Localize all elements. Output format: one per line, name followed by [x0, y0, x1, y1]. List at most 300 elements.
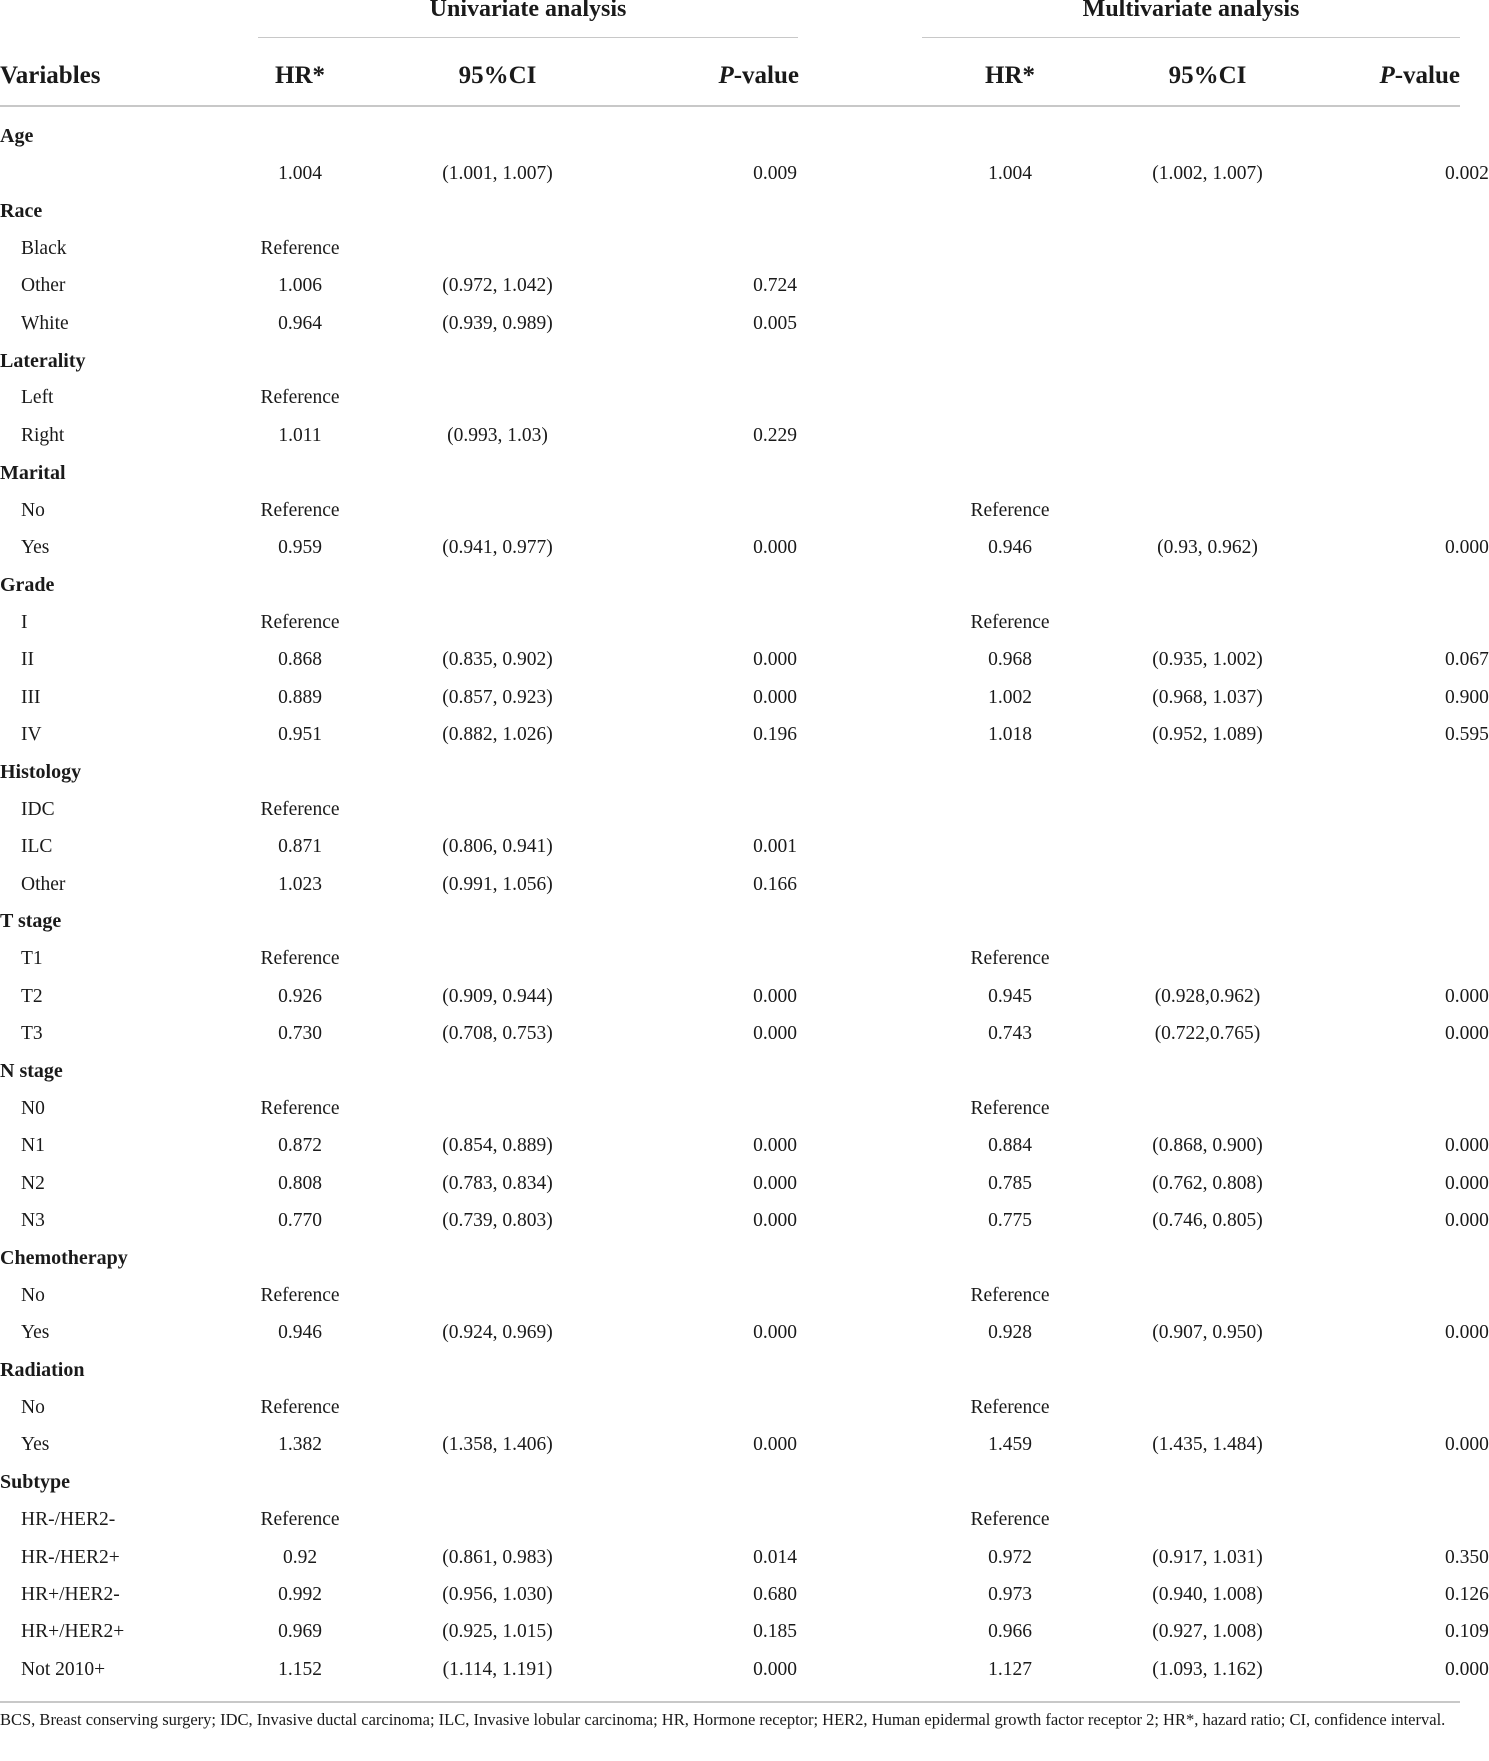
cell-univariate-ci: (0.739, 0.803) [442, 1210, 553, 1232]
cell-multivariate-hr: Reference [970, 1509, 1050, 1531]
cell-multivariate-hr [920, 455, 1100, 492]
cell-univariate-p [605, 903, 800, 940]
p-italic-label: P [1379, 62, 1395, 89]
column-header-row [0, 47, 1460, 105]
cell-univariate-hr: Reference [260, 1284, 340, 1306]
cell-gap [800, 230, 920, 267]
table-group-row [0, 455, 1460, 492]
table-row [0, 1128, 1460, 1165]
cell-gap [800, 529, 920, 566]
cell-variable: HR-/HER2+ [21, 1546, 120, 1568]
cell-univariate-p: 0.000 [753, 1023, 797, 1045]
cell-univariate-p [605, 193, 800, 230]
table-row [0, 230, 1460, 267]
cell-multivariate-hr [920, 342, 1100, 379]
table-row [0, 417, 1460, 454]
table-row [0, 529, 1460, 566]
cell-univariate-ci [390, 1053, 605, 1090]
cell-univariate-p [605, 1501, 800, 1538]
cell-variable: HR+/HER2+ [21, 1621, 125, 1643]
cell-multivariate-ci: (0.928,0.962) [1154, 985, 1261, 1007]
cell-multivariate-ci: (0.935, 1.002) [1152, 649, 1263, 671]
cell-univariate-hr: 0.992 [278, 1583, 322, 1605]
cell-multivariate-p [1315, 1277, 1460, 1314]
cell-multivariate-p [1315, 1464, 1460, 1501]
cell-multivariate-p [1315, 1053, 1460, 1090]
cell-univariate-hr: 0.889 [278, 686, 322, 708]
cell-variable: White [21, 312, 69, 334]
cell-multivariate-ci: (0.917, 1.031) [1152, 1546, 1263, 1568]
cell-univariate-hr [210, 342, 390, 379]
cell-multivariate-hr [920, 305, 1100, 342]
table-group-row [0, 1053, 1460, 1090]
cell-variable: Radiation [0, 1359, 85, 1382]
cell-multivariate-ci [1100, 305, 1315, 342]
cell-multivariate-ci [1100, 903, 1315, 940]
cell-multivariate-ci: (0.762, 0.808) [1152, 1172, 1263, 1194]
table-row [0, 380, 1460, 417]
cell-multivariate-ci [1100, 1090, 1315, 1127]
cell-multivariate-ci [1100, 941, 1315, 978]
cell-gap [800, 1614, 920, 1651]
cell-univariate-p [605, 118, 800, 155]
hazard-ratio-table [0, 47, 1489, 1688]
cell-variable: N stage [0, 1059, 63, 1082]
table-row [0, 1501, 1460, 1538]
cell-gap [800, 1576, 920, 1613]
cell-multivariate-ci [1100, 417, 1315, 454]
cell-gap [800, 1352, 920, 1389]
cell-univariate-p: 0.000 [753, 1434, 797, 1456]
cell-gap [800, 978, 920, 1015]
cell-multivariate-hr: Reference [970, 1396, 1050, 1418]
cell-multivariate-ci: (0.868, 0.900) [1152, 1135, 1263, 1157]
cell-univariate-hr: 0.959 [278, 536, 322, 558]
cell-multivariate-ci: (1.435, 1.484) [1152, 1434, 1263, 1456]
cell-multivariate-hr: 0.972 [988, 1546, 1032, 1568]
cell-gap [800, 567, 920, 604]
cell-multivariate-ci: (0.940, 1.008) [1152, 1583, 1263, 1605]
cell-multivariate-ci: (1.002, 1.007) [1152, 163, 1263, 185]
cell-multivariate-p [1315, 941, 1460, 978]
cell-univariate-p: 0.196 [753, 723, 797, 745]
cell-univariate-hr: 1.004 [278, 163, 322, 185]
cell-variable: Yes [21, 1322, 50, 1344]
cell-univariate-ci [390, 118, 605, 155]
cell-gap [800, 268, 920, 305]
cell-multivariate-ci [1100, 828, 1315, 865]
cell-multivariate-hr [920, 380, 1100, 417]
cell-univariate-hr: Reference [260, 499, 340, 521]
table-row [0, 716, 1460, 753]
cell-multivariate-ci [1100, 866, 1315, 903]
cell-univariate-ci [390, 941, 605, 978]
cell-multivariate-p: 0.000 [1445, 1135, 1489, 1157]
cell-univariate-ci [390, 193, 605, 230]
cell-gap [800, 1315, 920, 1352]
cell-multivariate-p [1315, 417, 1460, 454]
cell-multivariate-hr: 1.018 [988, 723, 1032, 745]
cell-multivariate-hr [920, 903, 1100, 940]
cell-multivariate-p: 0.000 [1445, 1322, 1489, 1344]
cell-univariate-ci [390, 1464, 605, 1501]
cell-variable: HR+/HER2- [21, 1583, 120, 1605]
cell-univariate-p [605, 567, 800, 604]
table-row [0, 155, 1460, 192]
cell-univariate-p: 0.000 [753, 985, 797, 1007]
table-row [0, 1651, 1460, 1688]
table-row [0, 604, 1460, 641]
cell-multivariate-p [1315, 903, 1460, 940]
table-row [0, 492, 1460, 529]
table-footnote: BCS, Breast conserving surgery; IDC, Invasive ductal carcinoma; ILC, Invasive lobular carcinoma; HR, Hormone receptor; HER2, Human epidermal growth factor receptor 2; HR*, hazard ratio; CI, confidence interval. [0, 1710, 1446, 1729]
cell-multivariate-hr: 1.127 [988, 1658, 1032, 1680]
cell-univariate-ci: (0.925, 1.015) [442, 1621, 553, 1643]
cell-multivariate-hr: Reference [970, 948, 1050, 970]
cell-multivariate-p [1315, 828, 1460, 865]
cell-gap [800, 679, 920, 716]
cell-multivariate-p: 0.000 [1445, 985, 1489, 1007]
cell-multivariate-p [1315, 268, 1460, 305]
cell-univariate-p: 0.000 [753, 1658, 797, 1680]
cell-multivariate-hr: 0.884 [988, 1135, 1032, 1157]
cell-multivariate-hr: 1.459 [988, 1434, 1032, 1456]
cell-univariate-ci [390, 1277, 605, 1314]
cell-multivariate-p: 0.002 [1445, 163, 1489, 185]
univariate-heading-rule [258, 37, 798, 38]
cell-multivariate-p [1315, 567, 1460, 604]
cell-multivariate-p: 0.000 [1445, 1658, 1489, 1680]
cell-variable: III [21, 686, 41, 708]
cell-univariate-p: 0.185 [753, 1621, 797, 1643]
cell-univariate-hr: 0.770 [278, 1210, 322, 1232]
table-group-row [0, 1464, 1460, 1501]
cell-multivariate-p [1315, 866, 1460, 903]
cell-univariate-hr [210, 1240, 390, 1277]
cell-univariate-p: 0.000 [753, 536, 797, 558]
cell-variable: T1 [21, 948, 43, 970]
cell-variable: N1 [21, 1135, 45, 1157]
table-group-row [0, 342, 1460, 379]
cell-univariate-hr [210, 1352, 390, 1389]
cell-univariate-p: 0.000 [753, 1322, 797, 1344]
cell-univariate-ci: (0.972, 1.042) [442, 275, 553, 297]
cell-univariate-ci: (0.941, 0.977) [442, 536, 553, 558]
cell-univariate-hr: Reference [260, 387, 340, 409]
cell-univariate-p [605, 1464, 800, 1501]
table-row [0, 1090, 1460, 1127]
cell-univariate-ci [390, 342, 605, 379]
cell-multivariate-hr: 0.966 [988, 1621, 1032, 1643]
table-row [0, 641, 1460, 678]
cell-multivariate-hr [920, 791, 1100, 828]
table-row [0, 828, 1460, 865]
cell-multivariate-p [1315, 305, 1460, 342]
cell-variable: IV [21, 723, 42, 745]
cell-multivariate-hr: Reference [970, 1097, 1050, 1119]
cell-multivariate-hr: 0.968 [988, 649, 1032, 671]
cell-univariate-hr: 1.382 [278, 1434, 322, 1456]
p-rest-label: -value [1394, 62, 1460, 89]
cell-multivariate-p: 0.000 [1445, 1210, 1489, 1232]
table-row [0, 305, 1460, 342]
cell-gap [800, 1090, 920, 1127]
cell-univariate-hr: Reference [260, 1509, 340, 1531]
cell-univariate-hr: Reference [260, 1097, 340, 1119]
cell-variable: N0 [21, 1097, 45, 1119]
cell-univariate-ci [390, 604, 605, 641]
cell-multivariate-hr [920, 1240, 1100, 1277]
col-header-variables: Variables [0, 62, 101, 89]
cell-univariate-p [605, 941, 800, 978]
cell-gap [800, 1464, 920, 1501]
cell-univariate-hr: Reference [260, 948, 340, 970]
cell-multivariate-ci [1100, 380, 1315, 417]
cell-variable [0, 155, 210, 192]
cell-multivariate-ci [1100, 1053, 1315, 1090]
cell-multivariate-hr [920, 1464, 1100, 1501]
cell-univariate-p [605, 455, 800, 492]
cell-multivariate-p: 0.000 [1445, 1023, 1489, 1045]
cell-univariate-ci [390, 455, 605, 492]
cell-univariate-p [605, 1352, 800, 1389]
cell-univariate-hr: 0.951 [278, 723, 322, 745]
cell-univariate-ci: (0.909, 0.944) [442, 985, 553, 1007]
cell-multivariate-hr [920, 193, 1100, 230]
cell-gap [800, 941, 920, 978]
cell-univariate-ci: (0.835, 0.902) [442, 649, 553, 671]
cell-gap [800, 1015, 920, 1052]
col-header-multivariate-p [1315, 47, 1460, 105]
cell-variable: IDC [21, 798, 55, 820]
cell-univariate-p: 0.724 [753, 275, 797, 297]
col-header-univariate-ci: 95%CI [458, 62, 537, 89]
cell-variable: Not 2010+ [21, 1658, 106, 1680]
cell-univariate-hr: Reference [260, 611, 340, 633]
col-gap [800, 47, 920, 105]
cell-variable: No [21, 499, 45, 521]
cell-variable: Marital [0, 461, 66, 484]
cell-univariate-ci: (0.991, 1.056) [442, 873, 553, 895]
cell-univariate-ci [390, 492, 605, 529]
cell-multivariate-p [1315, 1501, 1460, 1538]
cell-multivariate-p [1315, 791, 1460, 828]
cell-multivariate-hr: 1.004 [988, 163, 1032, 185]
cell-univariate-hr [210, 193, 390, 230]
cell-multivariate-ci [1100, 754, 1315, 791]
cell-univariate-hr: 0.926 [278, 985, 322, 1007]
cell-multivariate-hr: 0.743 [988, 1023, 1032, 1045]
cell-multivariate-ci: (0.907, 0.950) [1152, 1322, 1263, 1344]
p-rest-label: -value [733, 62, 799, 89]
cell-multivariate-hr [920, 417, 1100, 454]
cell-univariate-p [605, 230, 800, 267]
cell-multivariate-p [1315, 230, 1460, 267]
cell-univariate-p: 0.000 [753, 1172, 797, 1194]
univariate-analysis-heading: Univariate analysis [429, 0, 627, 22]
col-header-univariate-p [605, 47, 800, 105]
cell-gap [800, 1539, 920, 1576]
cell-multivariate-ci [1100, 1277, 1315, 1314]
cell-variable: Grade [0, 573, 55, 596]
cell-multivariate-p [1315, 455, 1460, 492]
cell-univariate-p: 0.166 [753, 873, 797, 895]
table-row [0, 978, 1460, 1015]
cell-multivariate-ci: (1.093, 1.162) [1152, 1658, 1263, 1680]
table-row [0, 1277, 1460, 1314]
cell-univariate-p: 0.000 [753, 649, 797, 671]
cell-univariate-p [605, 604, 800, 641]
cell-variable: Chemotherapy [0, 1246, 128, 1269]
cell-univariate-ci: (1.358, 1.406) [442, 1434, 553, 1456]
cell-univariate-hr: 0.871 [278, 836, 322, 858]
cell-multivariate-p [1315, 1090, 1460, 1127]
cell-gap [800, 492, 920, 529]
cell-multivariate-ci [1100, 1389, 1315, 1426]
cell-univariate-hr: 1.006 [278, 275, 322, 297]
cell-multivariate-ci: (0.722,0.765) [1154, 1023, 1261, 1045]
cell-gap [800, 1277, 920, 1314]
cell-univariate-ci [390, 380, 605, 417]
table-row [0, 941, 1460, 978]
cell-multivariate-hr [920, 118, 1100, 155]
cell-univariate-ci: (0.857, 0.923) [442, 686, 553, 708]
cell-multivariate-ci [1100, 604, 1315, 641]
cell-multivariate-p: 0.109 [1445, 1621, 1489, 1643]
cell-multivariate-p: 0.595 [1445, 723, 1489, 745]
cell-univariate-p [605, 380, 800, 417]
cell-variable: Black [21, 237, 67, 259]
cell-multivariate-p [1315, 1240, 1460, 1277]
table-row [0, 1539, 1460, 1576]
cell-multivariate-p: 0.126 [1445, 1583, 1489, 1605]
cell-multivariate-p [1315, 754, 1460, 791]
table-group-row [0, 754, 1460, 791]
cell-multivariate-p: 0.350 [1445, 1546, 1489, 1568]
cell-gap [800, 1202, 920, 1239]
col-header-multivariate-ci: 95%CI [1168, 62, 1247, 89]
multivariate-analysis-heading: Multivariate analysis [1082, 0, 1300, 22]
cell-multivariate-ci [1100, 230, 1315, 267]
cell-gap [800, 305, 920, 342]
cell-variable: T stage [0, 910, 62, 933]
cell-univariate-p: 0.005 [753, 312, 797, 334]
cell-gap [800, 155, 920, 192]
cell-multivariate-hr [920, 268, 1100, 305]
cell-univariate-ci: (0.854, 0.889) [442, 1135, 553, 1157]
cell-variable: T3 [21, 1023, 43, 1045]
cell-multivariate-hr [920, 230, 1100, 267]
cell-multivariate-ci [1100, 193, 1315, 230]
cell-univariate-ci: (0.708, 0.753) [442, 1023, 553, 1045]
p-italic-label: P [718, 62, 734, 89]
cell-multivariate-hr [920, 1352, 1100, 1389]
cell-univariate-p: 0.000 [753, 686, 797, 708]
cell-univariate-ci [390, 1501, 605, 1538]
cell-univariate-hr [210, 567, 390, 604]
cell-univariate-ci: (0.939, 0.989) [442, 312, 553, 334]
cell-multivariate-ci [1100, 791, 1315, 828]
cell-multivariate-ci [1100, 567, 1315, 604]
cell-variable: No [21, 1284, 45, 1306]
cell-univariate-p [605, 1240, 800, 1277]
cell-multivariate-hr: 0.946 [988, 536, 1032, 558]
cell-multivariate-ci [1100, 342, 1315, 379]
cell-variable: T2 [21, 985, 43, 1007]
cell-multivariate-ci [1100, 1501, 1315, 1538]
cell-variable: I [21, 611, 28, 633]
table-row [0, 791, 1460, 828]
cell-variable: N2 [21, 1172, 45, 1194]
table-bottom-rule [0, 1701, 1460, 1703]
cell-multivariate-hr [920, 567, 1100, 604]
cell-multivariate-ci: (0.927, 1.008) [1152, 1621, 1263, 1643]
cell-gap [800, 380, 920, 417]
cell-variable: No [21, 1396, 45, 1418]
table-row [0, 1202, 1460, 1239]
cell-multivariate-hr [920, 754, 1100, 791]
cell-variable: Other [21, 275, 66, 297]
cell-univariate-hr: 0.969 [278, 1621, 322, 1643]
cell-univariate-p: 0.014 [753, 1546, 797, 1568]
cell-univariate-hr: 0.730 [278, 1023, 322, 1045]
cell-univariate-ci [390, 567, 605, 604]
cell-gap [800, 1053, 920, 1090]
cell-univariate-p: 0.229 [753, 424, 797, 446]
cell-gap [800, 193, 920, 230]
cell-univariate-hr [210, 455, 390, 492]
cell-variable: II [21, 649, 34, 671]
cell-univariate-p: 0.000 [753, 1210, 797, 1232]
cell-gap [800, 604, 920, 641]
cell-univariate-ci: (0.882, 1.026) [442, 723, 553, 745]
cell-variable: HR-/HER2- [21, 1509, 116, 1531]
cell-univariate-p: 0.009 [753, 163, 797, 185]
cell-variable: Right [21, 424, 65, 446]
cell-gap [800, 1240, 920, 1277]
cell-multivariate-hr [920, 1053, 1100, 1090]
cell-multivariate-hr: 0.775 [988, 1210, 1032, 1232]
cell-univariate-hr: Reference [260, 237, 340, 259]
cell-univariate-hr: 1.023 [278, 873, 322, 895]
cell-multivariate-ci [1100, 118, 1315, 155]
table-group-row [0, 903, 1460, 940]
cell-gap [800, 1128, 920, 1165]
cell-gap [800, 828, 920, 865]
cell-gap [800, 342, 920, 379]
cell-multivariate-p [1315, 342, 1460, 379]
cell-univariate-hr: 1.011 [278, 424, 322, 446]
cell-multivariate-ci: (0.746, 0.805) [1152, 1210, 1263, 1232]
cell-multivariate-ci: (0.968, 1.037) [1152, 686, 1263, 708]
cell-univariate-hr: 0.808 [278, 1172, 322, 1194]
cell-multivariate-hr: Reference [970, 499, 1050, 521]
cell-univariate-hr [210, 1464, 390, 1501]
cell-gap [800, 118, 920, 155]
col-header-multivariate-hr: HR* [985, 62, 1035, 89]
cell-univariate-p [605, 492, 800, 529]
cell-univariate-ci: (0.783, 0.834) [442, 1172, 553, 1194]
cell-univariate-p [605, 1277, 800, 1314]
cell-univariate-p [605, 1053, 800, 1090]
table-group-row [0, 118, 1460, 155]
cell-univariate-hr: 1.152 [278, 1658, 322, 1680]
cell-univariate-hr [210, 1053, 390, 1090]
cell-univariate-ci [390, 791, 605, 828]
cell-univariate-p [605, 754, 800, 791]
cell-variable: ILC [21, 836, 53, 858]
table-group-row [0, 1240, 1460, 1277]
